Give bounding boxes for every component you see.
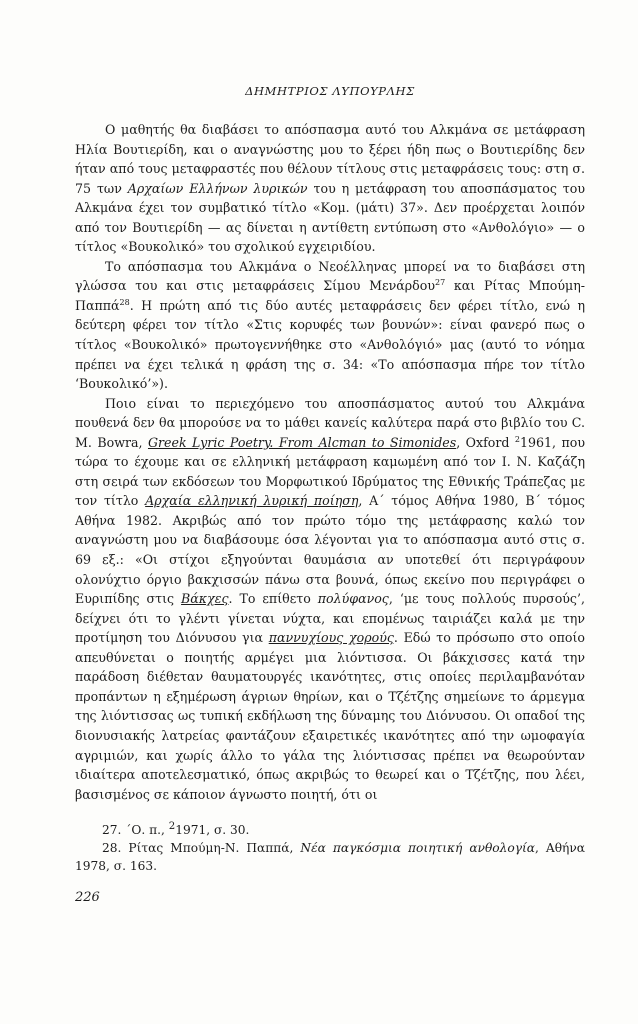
emphasized-text: πολύφανος — [317, 591, 389, 607]
note-reference: 2 — [168, 821, 176, 832]
text-run: 1971, σ. 30. — [175, 823, 250, 838]
note-reference: 27 — [435, 278, 446, 288]
text-run: Το απόσπασμα του Αλκμάνα ο Νεοέλληνας μπορεί να το διαβάσει στη γλώσσα του και στις μεταφράσεις Σίμου Μενάρδου — [75, 258, 585, 294]
note-reference: 2 — [514, 434, 520, 444]
text-run: . Το επίθετο — [228, 591, 318, 607]
document-page — [75, 84, 585, 804]
text-run: Ποιο είναι το περιεχόμενο του αποσπάσματος αυτού του Αλκμάνα πουθενά δεν θα μπορούσε να το μάθει κανείς καλύτερα παρά στο βιβλίο του C. M. Bowra, — [75, 395, 585, 450]
text-run: . Η πρώτη από τις δύο αυτές μεταφράσεις δεν φέρει τίτλο, ενώ η δεύτερη φέρει τον τίτλο «Στις κορυφές των βουνών»: είναι φανερό πως ο τίτλος «Βουκολικό» πρωτογεννήθηκε στο «Ανθολόγιό» μας (αυτό το νόημα πρέπει να έχει τελικά η φράση της σ. 34: «Το απόσπασμα πήρε τον τίτλο ‘Βουκολικό’»). — [75, 297, 585, 392]
emphasized-text: Βάκχες — [181, 591, 229, 607]
text-run: και Ρίτας Μπούμη-Παππά — [75, 278, 586, 313]
footnote-27 — [75, 818, 585, 839]
paragraph-1 — [75, 120, 585, 257]
emphasized-text: Greek Lyric Poetry. From Alcman to Simonides — [147, 434, 457, 450]
emphasized-text: Αρχαία ελληνική λυρική ποίηση — [145, 493, 359, 509]
text-run: Ο μαθητής θα διαβάσει το απόσπασμα αυτό του Αλκμάνα σε μετάφραση Ηλία Βουτιερίδη, και ο αναγνώστης μου το ξέρει ήδη πως ο Βουτιερίδης δεν ήταν από τους μεταφραστές που θέλουν τίτλους στις μεταφράσεις τους: στη σ. 75 των — [75, 122, 585, 196]
page-number: 226 — [75, 890, 100, 905]
text-run: 28. Ρίτας Μπούμη-Ν. Παππά, — [102, 841, 301, 856]
text-run: 1961, που τώρα το έχουμε και σε ελληνική μετάφραση καμωμένη από τον Ι. Ν. Καζάζη στη σειρά των εκδόσεων του Μορφωτικού Ιδρύματος της Εθνικής Τράπεζας με τον τίτλο — [75, 434, 585, 509]
text-run: , ‘με τους πολλούς πυρσούς’, δείχνει ότι το γλέντι γίνεται νύχτα, και επομένως ταιριάζει καλά με την προτίμηση του Διόνυσου για — [75, 591, 585, 646]
emphasized-text: παννυχίους χορούς — [268, 630, 394, 646]
text-run: 27. ΄Ο. π., — [102, 823, 169, 838]
emphasized-text: Αρχαίων Ελλήνων λυρικών — [127, 180, 308, 196]
text-run: , Α΄ τόμος Αθήνα 1980, Β΄ τόμος Αθήνα 1982. Ακριβώς από τον πρώτο τόμο της μετάφρασης καλώ τον αναγνώστη μου να διαβάσουμε όσα λέγονται για το απόσπασμα αυτό στις σ. 69 εξ.: «Οι στίχοι εξηγούνται θαυμάσια αν υποτεθεί ότι περιγράφουν ολονύχτιο όργιο βακχισσών πάνω στα βουνά, όπως εκείνο που περιγράφει ο Ευριπίδης στις — [75, 493, 585, 607]
text-run: του η μετάφραση του αποσπάσματος του Αλκμάνα έχει τον συμβατικό τίτλο «Κομ. (μάτι) 37». Δεν προέρχεται λοιπόν από τον Βουτιερίδη — ας δίνεται η αντίθετη εντύπωση στο «Ανθολόγιο» — ο τίτλος «Βουκολικό» του σχολικού εγχειριδίου. — [75, 180, 586, 255]
footnotes — [75, 818, 585, 875]
text-run: . Εδώ το πρόσωπο στο οποίο απευθύνεται ο ποιητής αρμέγει μια λιόντισσα. Οι βάκχισσες κατά την παράδοση διέθεταν θαυματουργές ικανότητες, στις οποίες περιλαμβανόταν προπάντων η εξημέρωση άγριων θηρίων, και ο Τζέτζης σημείωνε το άρμεγμα της λιόντισσας ως τυπική εκδήλωση της δύναμης του Διόνυσου. Οι οπαδοί της διονυσιακής λατρείας φαντάζουν εξαιρετικές ικανότητες από την ωμοφαγία αγριμιών, και χωρίς άλλο το γάλα της λιόντισσας πρέπει να θεωρούνταν ιδιαίτερα αποτελεσματικό, όπως ακριβώς το θεωρεί και ο Τζέτζης, που λέει, βασισμένος σε κάποιον άγνωστο ποιητή, ότι οι — [75, 630, 585, 802]
emphasized-text: Νέα παγκόσμια ποιητική ανθολογία — [300, 841, 535, 856]
running-head: ΔΗΜΗΤΡΙΟΣ ΛΥΠΟΥΡΛΗΣ — [245, 84, 415, 98]
footnote-28 — [75, 839, 585, 875]
paragraph-3 — [75, 394, 585, 804]
paragraph-2 — [75, 257, 585, 394]
text-run: , Oxford — [456, 434, 515, 450]
body-text — [75, 120, 585, 804]
text-run: , Αθήνα 1978, σ. 163. — [75, 841, 585, 874]
note-reference: 28 — [119, 297, 130, 307]
